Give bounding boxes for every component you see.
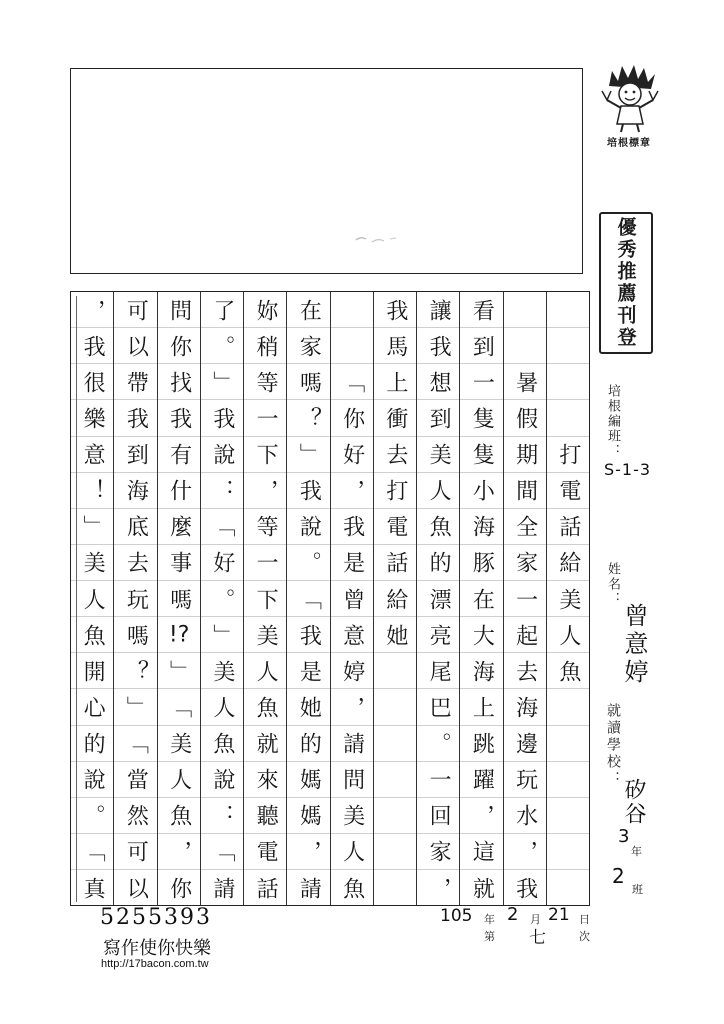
grid-cell: 一 [417, 762, 459, 798]
grid-cell: 衝 [374, 400, 416, 436]
empty-grid-cell [547, 364, 589, 400]
grid-cell: 是 [287, 653, 329, 689]
grid-cell: 。 [71, 798, 113, 834]
date-year: 105 [440, 906, 473, 926]
grid-cell: 。 [287, 545, 329, 581]
grid-cell: 人 [158, 762, 200, 798]
grid-cell: 一 [244, 400, 286, 436]
grid-cell: 當 [114, 762, 156, 798]
grid-cell: 美 [244, 617, 286, 653]
grid-cell: 然 [114, 798, 156, 834]
grid-cell: 魚 [201, 726, 243, 762]
grid-cell: 「 [201, 834, 243, 870]
grid-cell: 」 [71, 509, 113, 545]
grid-cell: 一 [504, 581, 546, 617]
grid-cell: 聽 [244, 798, 286, 834]
session-prefix: 第 [484, 930, 495, 943]
grid-cell: ， [244, 473, 286, 509]
composition-grid [70, 291, 590, 906]
grid-cell: 什 [158, 473, 200, 509]
grid-cell: 到 [114, 437, 156, 473]
grid-cell: 我 [114, 400, 156, 436]
grid-cell: 美 [71, 545, 113, 581]
grid-cell: 小 [460, 473, 502, 509]
grid-cell: 到 [460, 328, 502, 364]
grid-cell: 媽 [287, 798, 329, 834]
grid-cell: 家 [417, 834, 459, 870]
grid-cell: 給 [547, 545, 589, 581]
date-month-unit: 月 [530, 913, 541, 926]
grid-cell: 就 [244, 726, 286, 762]
grid-cell: 。 [201, 328, 243, 364]
grid-cell: 你 [158, 328, 200, 364]
grid-cell: 是 [331, 545, 373, 581]
grid-column [200, 292, 243, 905]
grid-cell: 曾 [331, 581, 373, 617]
empty-grid-cell [547, 726, 589, 762]
grid-cell: 美 [331, 798, 373, 834]
grid-cell: 下 [244, 581, 286, 617]
grid-cell: 魚 [547, 653, 589, 689]
grid-column [459, 292, 502, 905]
grid-cell: 躍 [460, 762, 502, 798]
grid-cell: 馬 [374, 328, 416, 364]
empty-grid-cell [547, 834, 589, 870]
grid-cell: 魚 [244, 689, 286, 725]
grid-cell: 邊 [504, 726, 546, 762]
grid-cell: 玩 [114, 581, 156, 617]
grid-cell: 麼 [158, 509, 200, 545]
grid-cell: 電 [244, 834, 286, 870]
grid-cell: ， [71, 292, 113, 328]
grid-cell: 我 [287, 617, 329, 653]
grid-cell: ， [158, 834, 200, 870]
grid-cell: 話 [547, 509, 589, 545]
grid-cell: 假 [504, 400, 546, 436]
empty-grid-cell [374, 762, 416, 798]
empty-grid-cell [374, 870, 416, 905]
grid-cell: 請 [209, 876, 235, 899]
grid-cell: 有 [158, 437, 200, 473]
grid-cell: 在 [287, 292, 329, 328]
mascot-logo-icon [598, 62, 662, 134]
grid-cell: 說 [201, 762, 243, 798]
grid-cell: 嗎 [287, 364, 329, 400]
grid-cell: 間 [504, 473, 546, 509]
grid-cell: ： [201, 473, 243, 509]
grid-cell: 的 [71, 726, 113, 762]
grid-cell: 大 [460, 617, 502, 653]
session-number: 七 [529, 928, 546, 948]
grid-cell: 「 [158, 689, 200, 725]
grid-cell: 在 [460, 581, 502, 617]
empty-grid-cell [547, 328, 589, 364]
grid-cell: 稍 [244, 328, 286, 364]
grid-cell: 家 [287, 328, 329, 364]
grid-cell: 一 [244, 545, 286, 581]
grid-cell: ， [460, 798, 502, 834]
grid-cell: 問 [331, 762, 373, 798]
grid-cell: 尾 [417, 653, 459, 689]
grid-cell: 好 [331, 437, 373, 473]
grid-cell: 你 [166, 876, 192, 899]
grid-cell: 亮 [417, 617, 459, 653]
grid-cell: 期 [504, 437, 546, 473]
grid-cell: 我 [158, 400, 200, 436]
grid-cell: 想 [417, 364, 459, 400]
grid-cell: 去 [374, 437, 416, 473]
grid-cell: 說 [287, 509, 329, 545]
grid-cell: 魚 [417, 509, 459, 545]
grid-cell: 我 [331, 509, 373, 545]
grid-cell: 等 [244, 509, 286, 545]
grid-cell: 就 [469, 876, 495, 899]
grid-cell: 魚 [71, 617, 113, 653]
grid-cell: 她 [287, 689, 329, 725]
margin-line [76, 296, 77, 902]
grid-cell: 事 [158, 545, 200, 581]
grid-cell: !? [158, 617, 200, 653]
grid-cell: 嗎 [114, 617, 156, 653]
empty-grid-cell [331, 328, 373, 364]
grid-cell: 說 [71, 762, 113, 798]
grid-cell: 回 [417, 798, 459, 834]
school-name: 矽谷 [621, 778, 646, 826]
recommendation-banner [599, 212, 653, 354]
grid-cell: 「 [201, 509, 243, 545]
empty-grid-cell [374, 653, 416, 689]
grid-cell: 。 [417, 726, 459, 762]
pencil-mark [352, 230, 402, 248]
grid-cell: 「 [114, 726, 156, 762]
grid-cell: 她 [374, 617, 416, 653]
empty-grid-cell [547, 798, 589, 834]
grid-cell: 了 [201, 292, 243, 328]
grid-cell: 上 [374, 364, 416, 400]
grid-cell: 」 [201, 617, 243, 653]
grid-column [286, 292, 329, 905]
grid-cell: 美 [158, 726, 200, 762]
grid-cell: 問 [158, 292, 200, 328]
grid-column [503, 292, 546, 905]
grid-cell: ！ [71, 473, 113, 509]
grid-cell: 意 [71, 437, 113, 473]
class-number-unit: 班 [632, 883, 643, 896]
grid-cell: 心 [71, 689, 113, 725]
empty-grid-cell [331, 292, 373, 328]
grid-cell: 魚 [158, 798, 200, 834]
grid-cell: 海 [114, 473, 156, 509]
grid-cell: 以 [123, 876, 149, 899]
grid-cell: 意 [331, 617, 373, 653]
date-day-unit: 日 [579, 913, 590, 926]
class-number-value: 2 [612, 864, 625, 888]
grid-cell: 隻 [460, 437, 502, 473]
empty-grid-cell [547, 870, 589, 905]
grid-cell: ， [331, 473, 373, 509]
grid-cell: 妳 [244, 292, 286, 328]
grid-cell: 看 [460, 292, 502, 328]
grid-column [330, 292, 373, 905]
grid-cell: 人 [201, 689, 243, 725]
phone-number: 5255393 [100, 905, 212, 930]
grid-cell: 讓 [417, 292, 459, 328]
grid-cell: 樂 [71, 400, 113, 436]
grid-cell: 一 [460, 364, 502, 400]
empty-grid-cell [547, 689, 589, 725]
grade-value: 3 [618, 826, 630, 847]
grid-cell: 家 [504, 545, 546, 581]
grade-unit: 年 [631, 845, 642, 858]
grid-cell: 我 [71, 328, 113, 364]
grid-cell: 漂 [417, 581, 459, 617]
grid-cell: 魚 [339, 876, 365, 899]
grid-column [71, 292, 113, 905]
grid-cell: 美 [201, 653, 243, 689]
grid-cell: 很 [71, 364, 113, 400]
grid-cell: 巴 [417, 689, 459, 725]
grid-cell: 我 [417, 328, 459, 364]
grid-cell: 人 [331, 834, 373, 870]
grid-cell: 人 [244, 653, 286, 689]
grid-cell: 找 [158, 364, 200, 400]
grid-cell: 我 [287, 473, 329, 509]
grid-cell: ： [201, 798, 243, 834]
grid-column [157, 292, 200, 905]
grid-cell: 」 [158, 653, 200, 689]
grid-cell: 下 [244, 437, 286, 473]
logo-caption: 培根標章 [607, 138, 651, 149]
grid-cell: 玩 [504, 762, 546, 798]
class-value: S-1-3 [604, 460, 652, 479]
grid-cell: 」 [114, 689, 156, 725]
grid-cell: 海 [504, 689, 546, 725]
grid-cell: 豚 [460, 545, 502, 581]
grid-cell: 「 [287, 581, 329, 617]
grid-cell: 暑 [504, 364, 546, 400]
grid-cell: 「 [71, 834, 113, 870]
grid-column [113, 292, 156, 905]
grid-cell: ， [504, 834, 546, 870]
grid-cell: 你 [331, 400, 373, 436]
grid-cell: 的 [417, 545, 459, 581]
date-day: 21 [548, 905, 570, 925]
grid-cell: 媽 [287, 762, 329, 798]
grid-cell: 「 [331, 364, 373, 400]
empty-grid-cell [374, 689, 416, 725]
grid-cell: 到 [417, 400, 459, 436]
grid-cell: 電 [547, 473, 589, 509]
grid-cell: 可 [114, 292, 156, 328]
grid-cell: 跳 [460, 726, 502, 762]
grid-cell: 我 [201, 400, 243, 436]
empty-grid-cell [374, 798, 416, 834]
grid-cell: ， [426, 876, 452, 899]
grid-cell: 真 [80, 876, 106, 899]
empty-grid-cell [374, 834, 416, 870]
grid-column [416, 292, 459, 905]
grid-cell: 說 [201, 437, 243, 473]
grid-column [243, 292, 286, 905]
empty-grid-cell [504, 292, 546, 328]
grid-cell: ， [331, 689, 373, 725]
empty-grid-cell [374, 726, 416, 762]
student-name: 曾意婷 [620, 603, 648, 687]
grid-cell: ？ [114, 653, 156, 689]
grid-cell: 我 [512, 876, 538, 899]
grid-cell: 以 [114, 328, 156, 364]
grid-cell: 去 [114, 545, 156, 581]
grid-cell: 打 [374, 473, 416, 509]
grid-cell: 。 [201, 581, 243, 617]
grid-cell: 海 [460, 653, 502, 689]
grid-cell: 隻 [460, 400, 502, 436]
grid-cell: 人 [71, 581, 113, 617]
grid-cell: 底 [114, 509, 156, 545]
empty-grid-cell [504, 328, 546, 364]
grid-cell: 我 [374, 292, 416, 328]
grid-cell: 這 [460, 834, 502, 870]
date-month: 2 [507, 904, 519, 925]
grid-cell: 美 [547, 581, 589, 617]
school-label: 就讀學校： [605, 703, 621, 788]
grid-cell: ， [287, 834, 329, 870]
grid-cell: 婷 [331, 653, 373, 689]
name-label: 姓名： [605, 562, 620, 607]
grid-cell: 人 [417, 473, 459, 509]
grid-cell: 給 [374, 581, 416, 617]
banner-text: 優秀推薦刊登 [614, 217, 637, 349]
grid-column [546, 292, 589, 905]
empty-grid-cell [547, 400, 589, 436]
grid-cell: 海 [460, 509, 502, 545]
grid-cell: 請 [331, 726, 373, 762]
session-suffix: 次 [579, 930, 590, 943]
grid-cell: 的 [287, 726, 329, 762]
grid-cell: 來 [244, 762, 286, 798]
grid-cell: 好 [201, 545, 243, 581]
grid-cell: 全 [504, 509, 546, 545]
grid-cell: 起 [504, 617, 546, 653]
empty-grid-cell [547, 292, 589, 328]
grid-cell: 」 [201, 364, 243, 400]
grid-cell: 電 [374, 509, 416, 545]
grid-cell: 話 [253, 876, 279, 899]
grid-cell: 請 [296, 876, 322, 899]
grid-cell: 帶 [114, 364, 156, 400]
date-year-unit: 年 [484, 913, 495, 926]
grid-cell: 美 [417, 437, 459, 473]
grid-cell: 開 [71, 653, 113, 689]
grid-cell: 話 [374, 545, 416, 581]
grid-cell: 去 [504, 653, 546, 689]
grid-cell: 可 [114, 834, 156, 870]
grid-column [373, 292, 416, 905]
empty-grid-cell [547, 762, 589, 798]
comment-box [70, 68, 583, 274]
grid-cell: 打 [547, 437, 589, 473]
grid-cell: 水 [504, 798, 546, 834]
grid-cell: 嗎 [158, 581, 200, 617]
grid-cell: 」 [287, 437, 329, 473]
grid-cell: ？ [287, 400, 329, 436]
class-label: 培根編班： [605, 384, 620, 459]
grid-cell: 等 [244, 364, 286, 400]
grid-cell: 上 [460, 689, 502, 725]
slogan: 寫作使你快樂 [103, 938, 211, 959]
website-url: http://17bacon.com.tw [101, 958, 209, 970]
grid-cell: 人 [547, 617, 589, 653]
